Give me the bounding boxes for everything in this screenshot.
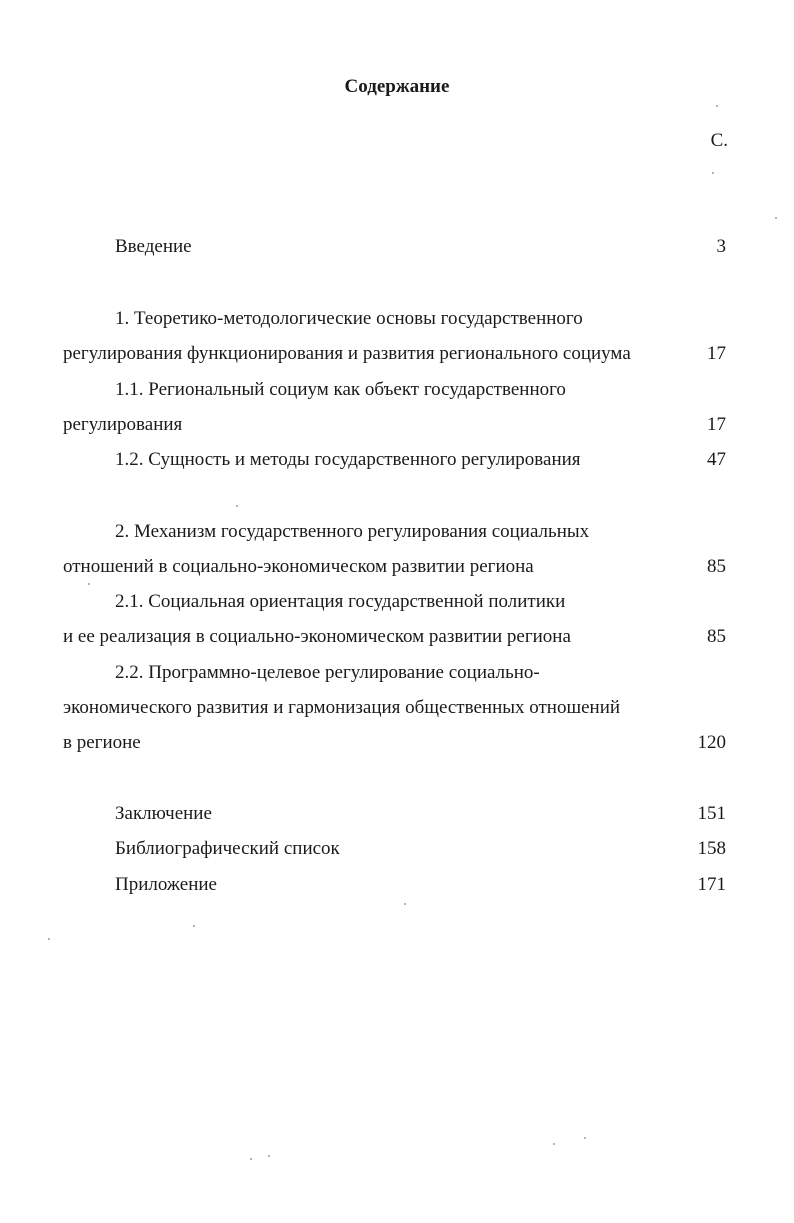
- page-column-label: С.: [710, 130, 728, 151]
- toc-s2-2-page: 120: [697, 732, 726, 753]
- toc-intro-text: Введение: [115, 236, 192, 257]
- toc-bibliography-text: Библиографический список: [115, 838, 340, 859]
- toc-ch1-line1: 1. Теоретико-методологические основы государственного: [115, 308, 583, 329]
- toc-ch1-line2: регулирования функционирования и развития регионального социума: [63, 343, 631, 364]
- toc-appendix-page: 171: [697, 874, 726, 895]
- page-title: Содержание: [344, 76, 450, 97]
- scan-speck: [553, 1143, 555, 1145]
- scan-speck: [193, 925, 195, 927]
- toc-s1-1-page: 17: [707, 414, 726, 435]
- toc-s2-2-line3: в регионе: [63, 732, 141, 753]
- scan-speck: [716, 105, 718, 107]
- scan-speck: [236, 505, 238, 507]
- toc-intro-page: 3: [716, 236, 726, 257]
- toc-s1-1-line2: регулирования: [63, 414, 183, 435]
- toc-s2-2-line1: 2.2. Программно-целевое регулирование социально-: [115, 662, 540, 683]
- toc-ch1-page: 17: [707, 343, 726, 364]
- scan-speck: [712, 172, 714, 174]
- toc-s1-2-line1: 1.2. Сущность и методы государственного регулирования: [115, 449, 581, 470]
- scan-speck: [404, 903, 406, 905]
- scan-speck: [268, 1155, 270, 1157]
- scan-speck: [775, 217, 777, 219]
- scan-speck: [48, 938, 50, 940]
- toc-s2-1-line2: и ее реализация в социально-экономическом развитии региона: [63, 626, 571, 647]
- toc-ch2-line1: 2. Механизм государственного регулирования социальных: [115, 521, 590, 542]
- toc-conclusion-page: 151: [697, 803, 726, 824]
- scan-speck: [584, 1137, 586, 1139]
- scan-speck: [250, 1158, 252, 1160]
- toc-ch2-line2: отношений в социально-экономическом развитии региона: [63, 556, 534, 577]
- toc-conclusion-text: Заключение: [115, 803, 212, 824]
- toc-s1-2-page: 47: [707, 449, 726, 470]
- toc-s2-1-line1: 2.1. Социальная ориентация государственной политики: [115, 591, 566, 612]
- toc-bibliography-page: 158: [697, 838, 726, 859]
- toc-s2-1-page: 85: [707, 626, 726, 647]
- scan-speck: [88, 583, 90, 585]
- toc-s2-2-line2: экономического развития и гармонизация общественных отношений: [63, 697, 621, 718]
- toc-ch2-page: 85: [707, 556, 726, 577]
- toc-s1-1-line1: 1.1. Региональный социум как объект государственного: [115, 379, 566, 400]
- toc-appendix-text: Приложение: [115, 874, 217, 895]
